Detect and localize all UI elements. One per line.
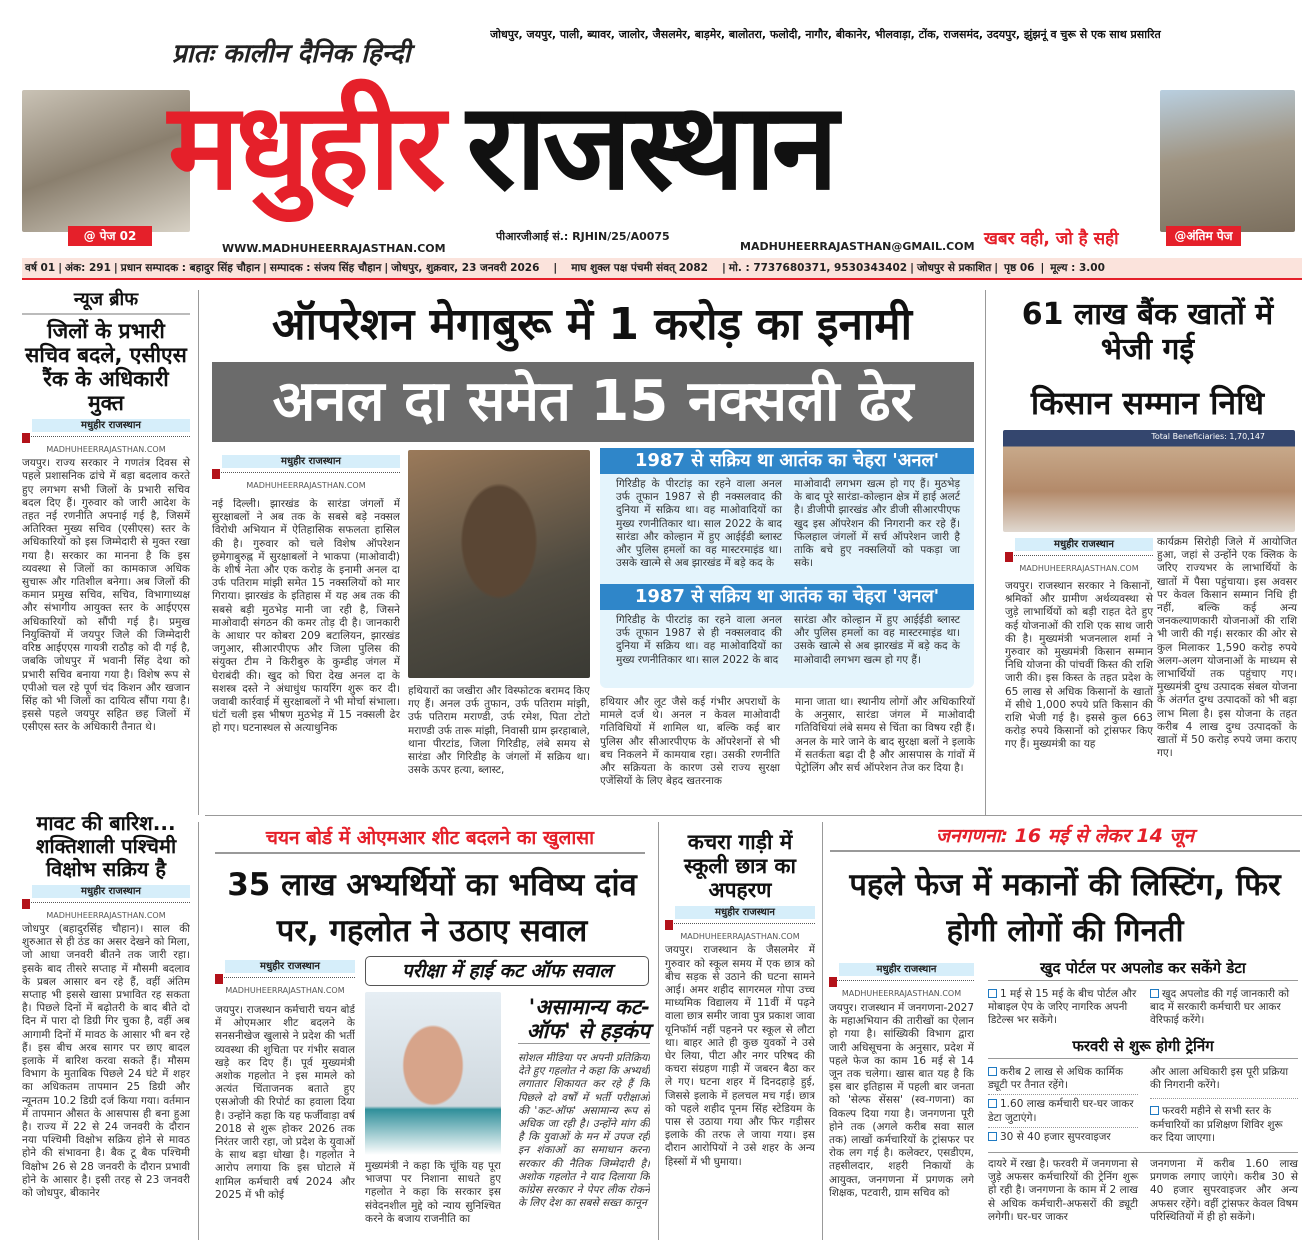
- kachra-body: जयपुर। राजस्थान के जैसलमेर में गुरुवार को स्कूल समय में एक छात्र को बीच सड़क से उठाने की घटना सामने आई। अमर शहीद सागरमल गोपा उच्च माध्यमिक विद्यालय में 11वीं में पढ़ने वाला छात्र समीर जावा पुत्र प्रकाश जावा यूनिफॉर्म नहीं पहनने पर स्कूल से लौटा था। बाहर आते ही कुछ युवकों ने उसे घेर लिया, पीटा और नगर परिषद की कचरा संग्रहण गाड़ी में जबरन बैठा कर ले गए। घटना शहर में दिनदहाड़े हुई, जिससे इलाके में हलचल मच गई। छात्र को पहले शहीद पूनम सिंह स्टेडियम के पास से उठाया गया और फिर गड़ीसर इलाके की तरफ ले जाया गया। इस दौरान आरोपियों ने उसे शहर के अन्य हिस्सों में भी घुमाया।: [665, 944, 815, 1168]
- omr-photo-caption: मुख्यमंत्री ने कहा कि चूंकि यह पूरा भाजपा पर निशाना साधते हुए गहलोत ने कहा कि सरकार इस संवेदनशील मुद्दे को न्याय सुनिश्चित करने के बजाय राजनीति का: [365, 1160, 501, 1225]
- checkbox-icon: [988, 1099, 997, 1108]
- mawat-body: जोधपुर (बहादुरसिंह चौहान)। साल की शुरुआत से ही ठंड का असर देखने को मिला, जो आधा जनवरी बीतने तक जारी रहा। इसके बाद तीसरे सप्ताह में मौसमी बदलाव के प्रबल आसार बन रहे हैं, वहीं अंतिम सप्ताह भी इससे खासा प्रभावित रह सकता है। पिछले दिनों में बढ़ोतरी के बाद बीते दो दिन में पारा दो डिग्री गिर चुका है, वहीं अब आगामी दिनों में मावठ के आसार भी बन रहे हैं। इस बीच अरब सागर पर छाए बादल इलाके में बारिश करवा सकते हैं। मौसम विभाग के मुताबिक पिछले 24 घंटे में शहर का अधिकतम तापमान 25 डिग्री और न्यूनतम 10.2 डिग्री दर्ज किया गया। वर्तमान में तापमान औसत के आसपास ही बना हुआ है। राज्य में 22 से 24 जनवरी के दौरान नया पश्चिमी विक्षोभ सक्रिय होने से मावठ होने की संभावना है। बैक टू बैक पश्चिमी विक्षोभ 26 से 28 जनवरी के दौरान प्रभावी होने के आसार है। इसी तरह से 23 जनवरी को जोधपुर, बीकानेर: [22, 923, 190, 1200]
- census-kicker-b: : 16 मई से लेकर 14 जून: [1000, 825, 1195, 847]
- lead-photo: [408, 450, 590, 678]
- census-body-3: जनगणना में करीब 1.60 लाख प्रगणक लगाए जाएंगे। करीब 30 से 40 हजार सुपरवाइजर और अन्य अफसर रहेंगे। वहीं ट्रांसफर केवल विषम परिस्थितियों में ही हो सकेंगे।: [1150, 1158, 1298, 1223]
- byline: मधुहीर राजस्थान MADHUHEERRAJASTHAN.COM: [665, 906, 815, 941]
- factbox2-col-2: सारंडा और कोल्हान में हुए आईईडी ब्लास्ट और पुलिस हमलों का वह मास्टरमाइंड था। उसके खात्मे से अब झारखंड में बड़े कद के माओवादी लगभग खत्म हो गए हैं।: [794, 614, 960, 666]
- lead-body-2: हथियारों का जखीरा और विस्फोटक बरामद किए गए हैं। अनल उर्फ तुफान, उर्फ पतिराम मांझी, उर्फ पतिराम मराण्डी, उर्फ रमेश, पिता टोटो मराण्डी उर्फ तारू मांझी, निवासी ग्राम झरहाबाले, थाना पीरटांड, जिला गिरिडीह, लंबे समय से सारंडा और गिरिडीह के जंगलों में सक्रिय था। उसके ऊपर हत्या, ब्लास्ट,: [408, 685, 590, 777]
- factbox-col-1: गिरिडीह के पीरटांड़ का रहने वाला अनल उर्फ तूफान 1987 से ही नक्सलवाद की दुनिया में सक्रिय था। वह माओवादियों का मुख्य रणनीतिकार था। साल 2022 के बाद सारंडा और कोल्हान में हुए आईईडी ब्लास्ट और पुलिस हमलों का वह मास्टरमाइंड था। उसके खात्मे से अब झारखंड में बड़े कद के: [616, 478, 782, 570]
- info-published: जोधपुर से प्रकाशित: [916, 262, 992, 274]
- kachra-headline[interactable]: कचरा गाड़ी में स्कूली छात्र का अपहरण: [684, 830, 796, 903]
- info-chief-editor: प्रधान सम्पादक : बहादुर सिंह चौहान: [120, 262, 261, 274]
- masthead-logo: [168, 60, 1148, 235]
- masthead-tagline: प्रातः कालीन दैनिक हिन्दी: [172, 39, 411, 69]
- kisan-body-1: जयपुर। राजस्थान सरकार ने किसानों, श्रमिकों और ग्रामीण अर्थव्यवस्था से जुड़े लाभार्थियों को बड़ी राहत देते हुए कई योजनाओं की राशि एक साथ जारी की है। मुख्यमंत्री भजनलाल शर्मा ने गुरुवार को मुख्यमंत्री किसान सम्मान निधि योजना की पांचवीं किस्त की राशि जारी की। इस किस्त के तहत प्रदेश के 65 लाख से अधिक किसानों के खातों में सीधे 1,000 रुपये प्रति किसान की राशि भेजी गई है। इससे कुल 663 करोड़ रुपये किसानों को ट्रांसफर किए गए हैं। मुख्यमंत्री का यह: [1005, 580, 1153, 751]
- logo-title-left: मधुहीर: [168, 78, 442, 217]
- kisan-headline-1[interactable]: 61 लाख बैंक खातों में भेजी गई: [1021, 297, 1274, 367]
- checkbox-icon: [988, 989, 997, 998]
- photo-banner: Total Beneficiaries: 1,70,147: [1151, 432, 1265, 441]
- omr-body: जयपुर। राजस्थान कर्मचारी चयन बोर्ड में ओएमआर शीट बदलने के सनसनीखेज खुलासे ने प्रदेश की भर्ती व्यवस्था की शुचिता पर गंभीर सवाल खड़े कर दिए हैं। पूर्व मुख्यमंत्री अशोक गहलोत ने इस मामले को अत्यंत चिंताजनक बताते हुए एसओजी की रिपोर्ट का हवाला दिया है। उन्होंने कहा कि यह फर्जीवाड़ा वर्ष 2018 से शुरू होकर 2026 तक निरंतर जारी रहा, जो प्रदेश के युवाओं के साथ बड़ा धोखा है। गहलोत ने आरोप लगाया कि इस घोटाले में शामिल कर्मचारी वर्ष 2024 और 2025 में भी कोई: [215, 1004, 355, 1201]
- checkbox-icon: [988, 1132, 997, 1141]
- info-issue: अंक: 291: [65, 262, 111, 274]
- info-samvat: माघ शुक्ल पक्ष पंचमी संवत् 2082: [571, 262, 708, 274]
- info-volume: वर्ष 01: [25, 262, 56, 274]
- factbox-col-2: माओवादी लगभग खत्म हो गए हैं। मुठभेड़ के बाद पूरे सारंडा-कोल्हान क्षेत्र में हाई अलर्ट है। डीजीपी झारखंड और डीजी सीआरपीएफ खुद इस ऑपरेशन की निगरानी कर रहे हैं। फिलहाल जंगलों में सर्च ऑपरेशन जारी है ताकि बचे हुए नक्सलियों को पकड़ा जा सके।: [794, 478, 960, 570]
- website-link[interactable]: WWW.MADHUHEERRAJASTHAN.COM: [222, 242, 446, 255]
- kisan-photo: [1003, 430, 1295, 532]
- factbox-title-2: 1987 से सक्रिय था आतंक का चेहरा 'अनल': [600, 584, 974, 610]
- masthead-photo-left: [22, 90, 190, 232]
- brief-body: जयपुर। राज्य सरकार ने गणतंत्र दिवस से पहले प्रशासनिक ढांचे में बड़ा बदलाव करते हुए लगभग सभी जिलों के प्रभारी सचिव बदल दिए हैं। गुरुवार को जारी आदेश के तहत नई रणनीति अपनाई गई है, जिसमें अतिरिक्त मुख्य सचिव (एसीएस) स्तर के अधिकारियों को इस जिम्मेदारी से मुक्त रखा गया है। सरकार का मानना है कि इस व्यवस्था से जिलों का कामकाज अधिक सुचारू और गतिशील बनेगा। अब जिलों की कमान प्रमुख सचिव, सचिव, विभागाध्यक्ष और संभागीय आयुक्त स्तर के आईएएस अधिकारियों को सौंपी गई है। प्रमुख नियुक्तियों में जयपुर जिले की जिम्मेदारी वरिष्ठ आईएएस गायत्री राठौड़ को दी गई है, जबकि जोधपुर में भवानी सिंह देथा को प्रभारी सचिव बनाया गया है। विशेष रूप से एपीओ चल रहे पूर्ण चंद किशन और खजान सिंह को भी जिलों का दायित्व सौंपा गया है। इससे पहले जयपुर सहित छह जिलों में एसीएस स्तर के अधिकारी तैनात थे।: [22, 457, 190, 734]
- lead-factbox: [600, 448, 974, 688]
- training-right: [1150, 1066, 1298, 1145]
- news-brief-label: न्यूज ब्रीफ: [22, 290, 190, 315]
- news-brief: [22, 290, 190, 735]
- training-title: फरवरी से शुरू होगी ट्रेनिंग: [988, 1038, 1298, 1059]
- census-kicker-a: जनगणना: [935, 825, 1001, 847]
- byline: मधुहीर राजस्थान MADHUHEERRAJASTHAN.COM: [22, 419, 190, 454]
- omr-box: परीक्षा में हाई कट ऑफ सवाल: [365, 956, 649, 986]
- omr-headline[interactable]: 35 लाख अभ्यर्थियों का भविष्य दांव पर, गहलोत ने उठाए सवाल: [227, 867, 637, 949]
- training-point: फरवरी महीने से सभी स्तर के कर्मचारियों का प्रशिक्षण शिविर शुरू कर दिया जाएगा।: [1150, 1105, 1283, 1144]
- census-body-2: दायरे में रखा है। फरवरी में जनगणना से जुड़े अफसर कर्मचारियों की ट्रेनिंग शुरू हो रही है। जनगणना के काम में 2 लाख से अधिक कर्मचारी-अफसरों की ड्यूटी लगेगी। घर-घर जाकर: [988, 1158, 1138, 1223]
- lead-body: नई दिल्ली। झारखंड के सारंडा जंगलों में सुरक्षाबलों ने अब तक के सबसे बड़े नक्सल विरोधी अभियान में ऐतिहासिक सफलता हासिल की है। गुरुवार को चले विशेष ऑपरेशन छ्रमेगाबुरुह्न में सुरक्षाबलों ने भाकपा (माओवादी) के शीर्ष नेता और एक करोड़ के इनामी अनल दा उर्फ पतिराम मांझी समेत 15 नक्सलियों को मार गिराया। झारखंड के इतिहास में यह अब तक की सबसे बड़ी मुठभेड़ मानी जा रही है, जिसने माओवादी संगठन की कमर तोड़ दी है। जानकारी के आधार पर कोबरा 209 बटालियन, झारखंड जगुआर, सीआरपीएफ और जिला पुलिस की संयुक्त टीम ने किरीबुरु के कुम्डीह जंगल में घेराबंदी की। खुद को घिरा देख अनल दा के सशस्त्र दस्ते ने अंधाधुंध फायरिंग शुरू कर दी। जवाबी कार्रवाई में सुरक्षाबलों ने भी मोर्चा संभाला। घंटों चली इस भीषण मुठभेड़ में 15 नक्सली ढेर हो गए। घटनास्थल से अत्याधुनिक: [212, 498, 400, 735]
- byline: मधुहीर राजस्थान MADHUHEERRAJASTHAN.COM: [22, 885, 190, 920]
- omr-kicker: चयन बोर्ड में ओएमआर शीट बदलने का खुलासा: [215, 828, 645, 854]
- edition-list: जोधपुर, जयपुर, पाली, ब्यावर, जालोर, जैसलमेर, बाड़मेर, बालोतरा, फलोदी, नागौर, बीकानेर, भीलवाड़ा, टोंक, राजसमंद, उदयपुर, झुंझनूं व चुरू से एक साथ प्रसारित: [490, 28, 1161, 41]
- brief-headline[interactable]: जिलों के प्रभारी सचिव बदले, एसीएस रैंक के अधिकारी मुक्त: [25, 318, 187, 416]
- lead-headline-1[interactable]: ऑपरेशन मेगाबुरू में 1 करोड़ का इनामी: [271, 299, 912, 350]
- lead-body-4: माना जाता था। स्थानीय लोगों और अधिकारियों के अनुसार, सारंडा जंगल में माओवादी गतिविधियां लंबे समय से चिंता का विषय रही हैं। अनल के मारे जाने के बाद सुरक्षा बलों ने इलाके में सतर्कता बढ़ा दी है और आसपास के गांवों में पेट्रोलिंग और सर्च ऑपरेशन तेज कर दिया है।: [795, 696, 975, 775]
- gehlot-photo: [365, 992, 501, 1155]
- email-link[interactable]: MADHUHEERRAJASTHAN@GMAIL.COM: [740, 240, 975, 253]
- info-editor: सम्पादक : संजय सिंह चौहान: [269, 262, 382, 274]
- last-page-link[interactable]: @अंतिम पेज: [1166, 226, 1241, 246]
- training-point: 30 से 40 हजार सुपरवाइजर: [988, 1128, 1138, 1144]
- kisan-body-2: कार्यक्रम सिरोही जिले में आयोजित हुआ, जहां से उन्होंने एक क्लिक के जरिए राज्यभर के लाभार्थियों के खातों में पैसा पहुंचाया। इस अवसर पर केवल किसान सम्मान निधि ही नहीं, बल्कि कई अन्य जनकल्याणकारी योजनाओं की राशि भी जारी की गई। सरकार की ओर से कुल मिलाकर 1,590 करोड़ रुपये अलग-अलग योजनाओं के माध्यम से लाभार्थियों तक पहुंचाए गए। मुख्यमंत्री दुग्ध उत्पादक संबल योजना के अंतर्गत दुग्ध उत्पादकों को भी बड़ा लाभ मिला है। इस योजना के तहत करीब 4 लाख दुग्ध उत्पादकों के खातों में 50 करोड़ रुपये जमा कराए गए।: [1157, 536, 1297, 760]
- info-price: मूल्य : 3.00: [1050, 262, 1105, 274]
- prgi-number: पीआरजीआई सं.: RJHIN/25/A0075: [496, 230, 670, 243]
- checkbox-icon: [1150, 1106, 1159, 1115]
- mawat-story: [22, 812, 190, 1240]
- info-pages: पृष्ठ 06: [1004, 262, 1035, 274]
- census-kicker: [830, 826, 1300, 852]
- portal-point: 1 मई से 15 मई के बीच पोर्टल और मोबाइल ऐप के जरिए नागरिक अपनी डिटेल्स भर सकेंगे।: [988, 988, 1137, 1027]
- logo-title-right: राजस्थान: [466, 78, 835, 217]
- lead-body-3: हथियार और लूट जैसे कई गंभीर अपराधों के मामले दर्ज थे। अनल न केवल माओवादी गतिविधियों में शामिल था, बल्कि कई बार पुलिस और सीआरपीएफ के ऑपरेशनों से भी बच निकलने में कामयाब रहा। उसकी रणनीति और सक्रियता के कारण उसे राज्य सुरक्षा एजेंसियों के लिए बेहद खतरनाक: [600, 696, 780, 788]
- info-phone: मो. : 7737680371, 9530343402: [728, 262, 908, 274]
- byline: मधुहीर राजस्थान MADHUHEERRAJASTHAN.COM: [1005, 538, 1153, 573]
- checkbox-icon: [988, 1067, 997, 1076]
- training-cont: और आला अधिकारी इस पूरी प्रक्रिया की निगरानी करेंगे।: [1150, 1066, 1298, 1099]
- byline: मधुहीर राजस्थान MADHUHEERRAJASTHAN.COM: [212, 455, 400, 490]
- lead-headline-2[interactable]: अनल दा समेत 15 नक्सली ढेर: [212, 362, 974, 442]
- training-point: 1.60 लाख कर्मचारी घर-घर जाकर डेटा जुटाएंगे।: [988, 1095, 1138, 1127]
- byline: मधुहीर राजस्थान MADHUHEERRAJASTHAN.COM: [215, 960, 355, 995]
- kisan-headline-2[interactable]: किसान सम्मान निधि: [1030, 384, 1265, 422]
- portal-point: खुद अपलोड की गई जानकारी को बाद में सरकारी कर्मचारी घर आकर वेरिफाई करेंगे।: [1150, 988, 1290, 1027]
- slogan: खबर वही, जो है सही: [984, 229, 1119, 249]
- byline: मधुहीर राजस्थान MADHUHEERRAJASTHAN.COM: [829, 963, 974, 998]
- info-date: जोधपुर, शुक्रवार, 23 जनवरी 2026: [391, 262, 540, 274]
- factbox2-col-1: गिरिडीह के पीरटांड़ का रहने वाला अनल उर्फ तूफान 1987 से ही नक्सलवाद की दुनिया में सक्रिय था। वह माओवादियों का मुख्य रणनीतिकार था। साल 2022 के बाद: [616, 614, 782, 666]
- census-body: जयपुर। राजस्थान में जनगणना-2027 के महाअभियान की तारीखों का ऐलान हो गया है। सांख्यिकी विभाग द्वारा जारी अधिसूचना के अनुसार, प्रदेश में पहले फेज का काम 16 मई से 14 जून तक चलेगा। खास बात यह है कि इस बार इतिहास में पहली बार जनता को 'सेल्फ सेंसस' (स्व-गणना) का विकल्प दिया गया है। जनगणना पूरी होने तक (अगले करीब सवा साल तक) लाखों कर्मचारियों के ट्रांसफर पर रोक लग गई है। कलेक्टर, एसडीएम, तहसीलदार, शहरी निकायों के आयुक्त, जनगणना में प्रगणक लगे शिक्षक, पटवारी, ग्राम सचिव को: [829, 1002, 974, 1199]
- kachra-story: [665, 830, 815, 1240]
- info-bar: वर्ष 01 | अंक: 291 | प्रधान सम्पादक : बहादुर सिंह चौहान | सम्पादक : संजय सिंह चौहान | जोधपुर, शुक्रवार, 23 जनवरी 2026 | माघ शुक्ल पक्ष पंचमी संवत् 2082 | मो. : 7737680371, 9530343402 | जोधपुर से प्रकाशित | पृष्ठ 06 | मूल्य : 3.00: [22, 258, 1302, 280]
- training-point: करीब 2 लाख से अधिक कार्मिक ड्यूटी पर तैनात रहेंगे।: [988, 1066, 1138, 1095]
- training-left: [988, 1066, 1138, 1144]
- omr-sub-headline[interactable]: 'असामान्य कट-ऑफ' से हड़कंप: [518, 995, 650, 1044]
- checkbox-icon: [1150, 989, 1159, 998]
- page02-link[interactable]: @ पेज 02: [68, 226, 152, 246]
- portal-title: खुद पोर्टल पर अपलोड कर सकेंगे डेटा: [988, 960, 1298, 981]
- census-headline[interactable]: पहले फेज में मकानों की लिस्टिंग, फिर होगी लोगों की गिनती: [849, 867, 1281, 949]
- omr-sub-body: सोशल मीडिया पर अपनी प्रतिक्रिया देते हुए गहलोत ने कहा कि अभ्यर्थी लगातार शिकायत कर रहे हैं कि पिछले दो वर्षों में भर्ती परीक्षाओं की 'कट-ऑफ' असामान्य रूप से अधिक जा रही है। उन्होंने मांग की है कि युवाओं के मन में उपज रही इन शंकाओं का समाधान करना सरकार की नैतिक जिम्मेदारी है। अशोक गहलोत ने याद दिलाया कि कांग्रेस सरकार ने पेपर लीक रोकने के लिए देश का सबसे सख्त कानून: [518, 1052, 650, 1210]
- mawat-headline[interactable]: मावट की बारिश... शक्तिशाली पश्चिमी विक्षोभ सक्रिय है: [35, 812, 177, 881]
- factbox-title: 1987 से सक्रिय था आतंक का चेहरा 'अनल': [600, 448, 974, 474]
- masthead-photo-right: [1160, 90, 1295, 232]
